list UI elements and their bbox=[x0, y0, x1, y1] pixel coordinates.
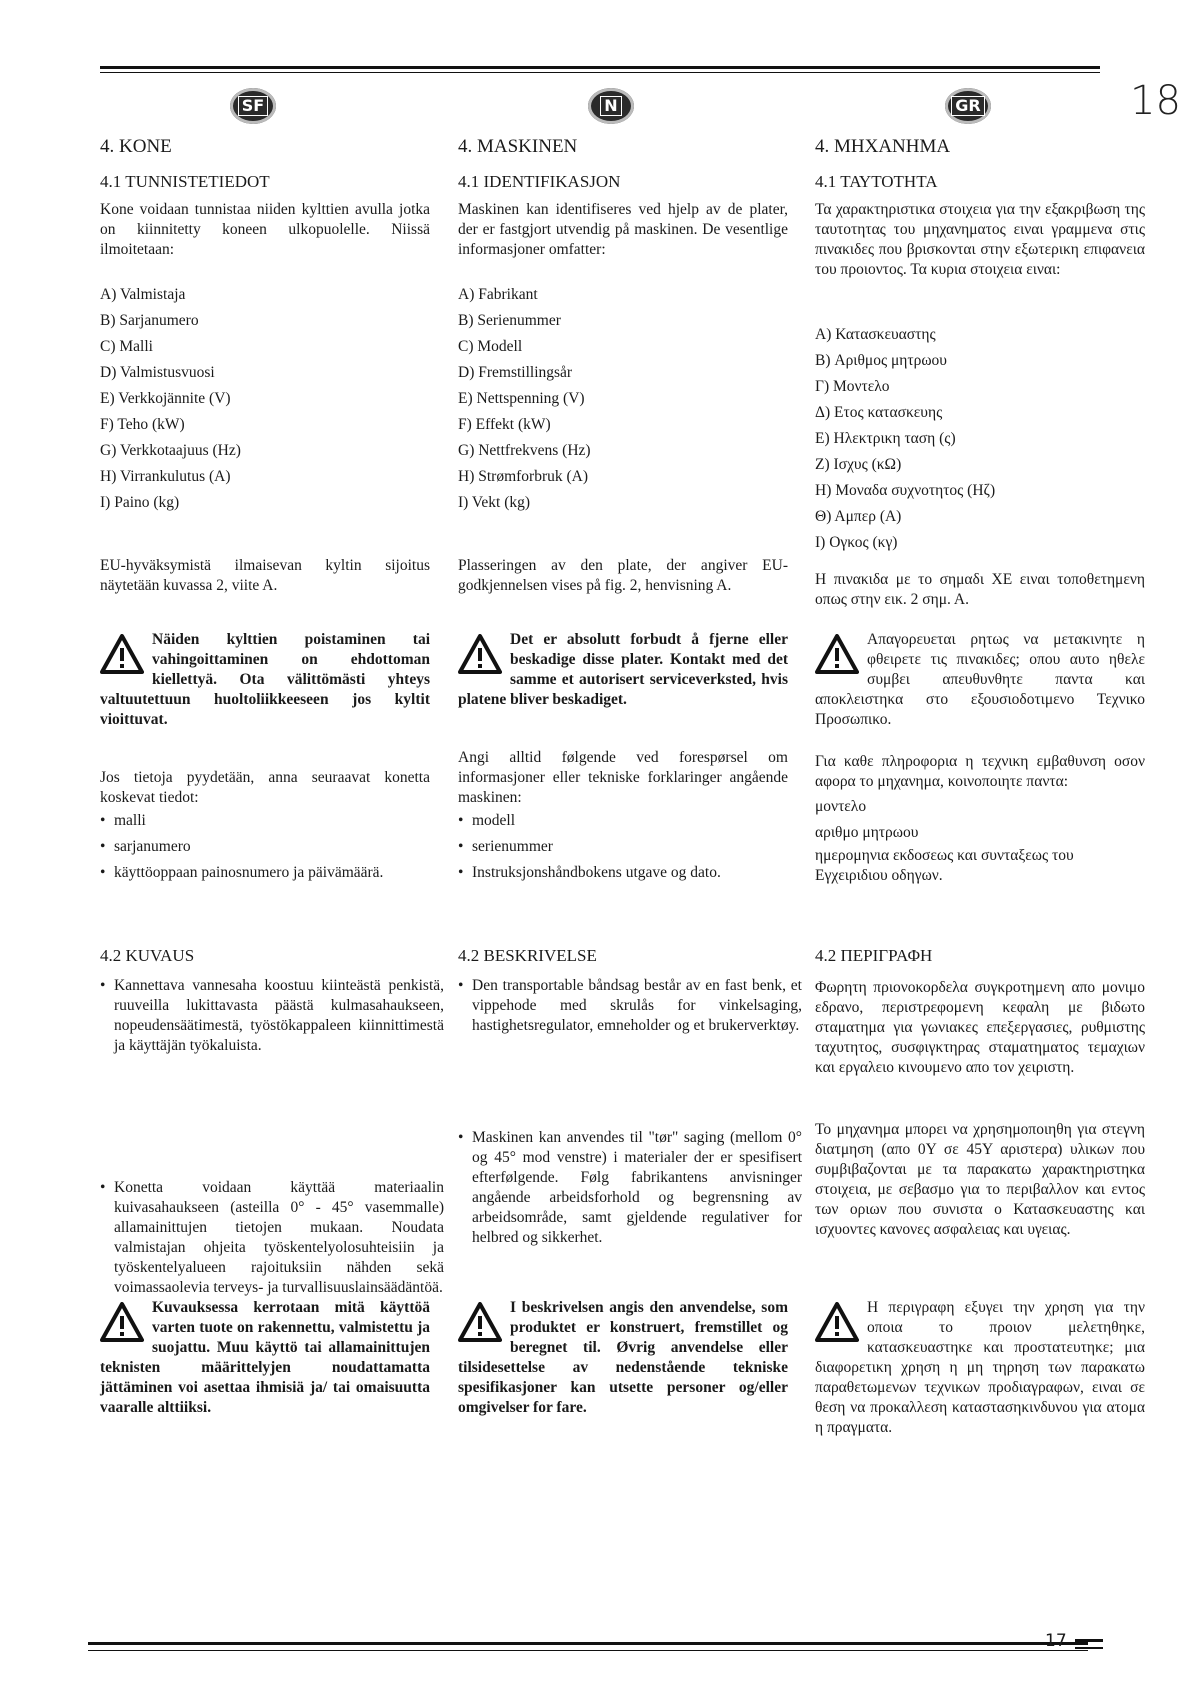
list-item: Δ) Ετος κατασκευης bbox=[815, 404, 943, 421]
subsection-title: 4.1 IDENTIFIKASJON bbox=[458, 172, 621, 191]
page-number-dash bbox=[1075, 1639, 1103, 1642]
intro-text: Τα χαρακτηριστικα στοιχεια για την εξακριβωση της ταυτοτητας του μηχανηματος ειναι γραμμενα στις πινακιδες που βρισκονται στην εξωτερικη επιφανεια του προιοντος. Τα κυρια στοιχεια ειναι: bbox=[815, 201, 1145, 278]
list-item: A) Κατασκευαστης bbox=[815, 326, 936, 343]
description-para-1: Φωρητη πριονοκορδελα συγκροτημενη απο μονιμο εδρανο, περιστρεφομενη κεφαλη με βιδωτο σταματημα για γωνιακες επεξεργασιες, ρυθμιστης ταχυτητος, συσφιγκτηρας σταματηματος τεμαχιων και εργαλειο κινουμενο απο τον χειριστη. bbox=[815, 979, 1145, 1076]
page-number-dash-thin bbox=[1075, 1647, 1103, 1649]
plate-text: Plasseringen av den plate, der angiver EU-godkjennelsen vises på fig. 2, henvisning A. bbox=[458, 557, 788, 594]
plate-text: Η πινακιδα με το σημαδι ΧΕ ειναι τοποθετημενη οπως στην εικ. 2 σημ. Α. bbox=[815, 571, 1145, 608]
list-item: H) Virrankulutus (A) bbox=[100, 468, 231, 485]
warning-triangle-icon bbox=[815, 634, 859, 674]
info-text: Για καθε πληροφορια η τεχνικη εμβαθυνση οσον αφορα το μηχανημα, κοινοποιητε παντα: bbox=[815, 753, 1145, 790]
list-item: G) Verkkotaajuus (Hz) bbox=[100, 442, 241, 459]
handwritten-page-mark: 18 bbox=[1130, 78, 1181, 124]
info-list bbox=[458, 808, 788, 886]
warning-triangle-icon bbox=[100, 634, 144, 674]
description-title: 4.2 ΠΕΡΙΓΡΑΦΗ bbox=[815, 946, 933, 965]
warning-use: Η περιγραφη εξυγει την χρηση για την οποια το προιον μελετηθηκε, κατασκευαστηκε και προστατευτηκε; μια διαφορετικη χρηση η μη τηρηση των παρακατω παραθετωμενων τεχνικων προδιαγραφων, ειναι σε θεση να προκαλλεση καταστασηκινδυνου για ατομα η πραγματα. bbox=[815, 1299, 1145, 1436]
description-para-1: • Den transportable båndsag består av en fast benk, et vippehode med skrulås for vinkelsaging, hastighetsregulator, emneholder og et brukerverktøy. bbox=[458, 976, 802, 1036]
list-item: G) Nettfrekvens (Hz) bbox=[458, 442, 591, 459]
list-item: • sarjanumero bbox=[100, 834, 430, 860]
warning-triangle-icon bbox=[815, 1302, 859, 1342]
identification-list bbox=[458, 282, 788, 516]
info-text: Angi alltid følgende ved forespørsel om informasjoner eller tekniske forklaringer angående maskinen: bbox=[458, 749, 788, 806]
list-item: I) Paino (kg) bbox=[100, 494, 180, 511]
column-finnish bbox=[100, 0, 444, 1416]
list-item: E) Ηλεκτρικη ταση (ς) bbox=[815, 430, 956, 447]
section-title: 4. KONE bbox=[100, 136, 172, 157]
warning-use: Kuvauksessa kerrotaan mitä käyttöä varten tuote on rakennettu, valmistettu ja suojattu. Muu käyttö tai allamainittujen teknisten määrittelyjen noudattamatta jättäminen voi asettaa ihmisiä ja/ tai omaisuutta vaaralle alttiiksi. bbox=[100, 1299, 430, 1416]
list-item: A) Valmistaja bbox=[100, 286, 186, 303]
description-para-1: • Kannettava vannesaha koostuu kiinteästä penkistä, ruuveilla lukittavasta päästä kulmasahaukseen, nopeudensäätimestä, työstökappaleen kiinnittimestä ja käyttäjän työkaluista. bbox=[100, 976, 444, 1056]
column-norwegian bbox=[458, 0, 802, 1416]
language-badge: SF bbox=[230, 88, 276, 124]
list-item: • malli bbox=[100, 808, 430, 834]
list-item: Θ) Αμπερ (A) bbox=[815, 508, 902, 525]
list-item: Γ) Μοντελο bbox=[815, 378, 890, 395]
warning-triangle-icon bbox=[100, 1302, 144, 1342]
warning-triangle-icon bbox=[458, 634, 502, 674]
list-item: E) Nettspenning (V) bbox=[458, 390, 585, 407]
description-para-2: • Konetta voidaan käyttää materiaalin kuivasahaukseen (asteilla 0° - 45° vasemmalle) allamainittujen tietojen mukaan. Noudata valmistajan ohjeita työskentelyolosuhteisiin ja työskentelyalueen rajoituksiin nähden sekä voimassaolevia terveys- ja turvallisuuslainsäädäntöä. bbox=[100, 1178, 444, 1298]
list-item: C) Malli bbox=[100, 338, 153, 355]
language-badge: GR bbox=[945, 88, 991, 124]
list-item: C) Modell bbox=[458, 338, 523, 355]
list-item: • serienummer bbox=[458, 834, 788, 860]
language-badge: N bbox=[588, 88, 634, 124]
description-para-2: • Maskinen kan anvendes til "tør" saging (mellom 0° og 45° mod venstre) i materialer der er spesifisert efterfølgende. Følg fabrikantens anvisninger angående arbeidsforhold og begrensning av arbeidsområde, samt gjeldende regulativer for helbred og sikkerhet. bbox=[458, 1128, 802, 1248]
section-title: 4. MASKINEN bbox=[458, 136, 578, 157]
list-item: D) Fremstillingsår bbox=[458, 364, 573, 381]
list-item: αριθμο μητρωου bbox=[815, 824, 919, 841]
list-item: H) Strømforbruk (A) bbox=[458, 468, 589, 485]
identification-list bbox=[100, 282, 430, 516]
list-item: B) Sarjanumero bbox=[100, 312, 199, 329]
page-number: 17 bbox=[1045, 1631, 1067, 1651]
subsection-title: 4.1 TUNNISTETIEDOT bbox=[100, 172, 270, 191]
list-item: I) Ογκος (κγ) bbox=[815, 534, 898, 551]
list-item: • käyttöoppaan painosnumero ja päivämäärä. bbox=[100, 860, 430, 886]
list-item: • modell bbox=[458, 808, 788, 834]
list-item: μοντελο bbox=[815, 798, 867, 815]
list-item: B) Αριθμος μητρωου bbox=[815, 352, 947, 369]
warning-plates: Näiden kylttien poistaminen tai vahingoittaminen on ehdottoman kiellettyä. Ota välittömästi yhteys valtuutettuun huoltoliikkeeseen jos kyltit vioittuvat. bbox=[100, 631, 430, 728]
plate-text: EU-hyväksymistä ilmaisevan kyltin sijoitus näytetään kuvassa 2, viite A. bbox=[100, 557, 430, 594]
description-title: 4.2 KUVAUS bbox=[100, 946, 195, 965]
list-item: • Instruksjonshåndbokens utgave og dato. bbox=[458, 860, 788, 886]
list-item: I) Vekt (kg) bbox=[458, 494, 531, 511]
info-list bbox=[815, 794, 1145, 886]
identification-list bbox=[815, 322, 1145, 556]
list-item: H) Μοναδα συχνοτητος (Hζ) bbox=[815, 482, 996, 499]
intro-text: Kone voidaan tunnistaa niiden kylttien avulla jotka on kiinnitetty koneen ulkopuolelle. Niissä ilmoitetaan: bbox=[100, 201, 430, 258]
list-item: D) Valmistusvuosi bbox=[100, 364, 215, 381]
info-text: Jos tietoja pyydetään, anna seuraavat konetta koskevat tiedot: bbox=[100, 769, 430, 806]
warning-triangle-icon bbox=[458, 1302, 502, 1342]
description-title: 4.2 BESKRIVELSE bbox=[458, 946, 597, 965]
description-para-2: Το μηχανημα μπορει να χρησημοποιηθη για στεγνη διατμηση (απο 0Υ σε 45Υ αριστερα) υλικων που συμβιβαζονται με τα παρακατω χαρακτηριστηκα στοιχεια, με σεβασμο για το περιβαλλον και εντος των οριων που συνιστα ο Κατασκευαστης και ισχυοντες κανονες ασφαλειας και υγειας. bbox=[815, 1121, 1145, 1238]
list-item: Z) Ισχυς (κΩ) bbox=[815, 456, 902, 473]
list-item: A) Fabrikant bbox=[458, 286, 538, 303]
bottom-rule bbox=[88, 1642, 1088, 1645]
list-item: ημερομηνια εκδοσεως και συνταξεως του Εγχειριδιου οδηγων. bbox=[815, 847, 1074, 884]
section-title: 4. ΜΗΧΑΝΗΜΑ bbox=[815, 136, 951, 157]
warning-plates: Απαγορευεται ρητως να μετακινητε η φθειρετε τις πινακιδες; οπου αυτο ηθελε συμβει απευθυνθητε παντα και αποκλειστηκα στο εξουσιοδοτιμενο Τεχνικο Προσωπικο. bbox=[815, 631, 1145, 728]
warning-use: I beskrivelsen angis den anvendelse, som produktet er konstruert, fremstillet og beregnet til. Øvrig anvendelse eller tilsidesettelse av nedenstående tekniske spesifikasjoner kan utsette personer og/eller omgivelser for fare. bbox=[458, 1299, 788, 1416]
list-item: B) Serienummer bbox=[458, 312, 561, 329]
list-item: F) Teho (kW) bbox=[100, 416, 185, 433]
info-list bbox=[100, 808, 430, 886]
warning-plates: Det er absolutt forbudt å fjerne eller beskadige disse plater. Kontakt med det samme et autorisert serviceverksted, hvis platene bliver beskadiget. bbox=[458, 631, 788, 708]
bottom-rule-thin bbox=[88, 1650, 1088, 1651]
intro-text: Maskinen kan identifiseres ved hjelp av de plater, der er fastgjort utvendig på maskinen. De vesentlige informasjoner omfatter: bbox=[458, 201, 788, 258]
list-item: E) Verkkojännite (V) bbox=[100, 390, 231, 407]
subsection-title: 4.1 ΤΑΥΤΟΤΗΤΑ bbox=[815, 172, 938, 191]
list-item: F) Effekt (kW) bbox=[458, 416, 551, 433]
